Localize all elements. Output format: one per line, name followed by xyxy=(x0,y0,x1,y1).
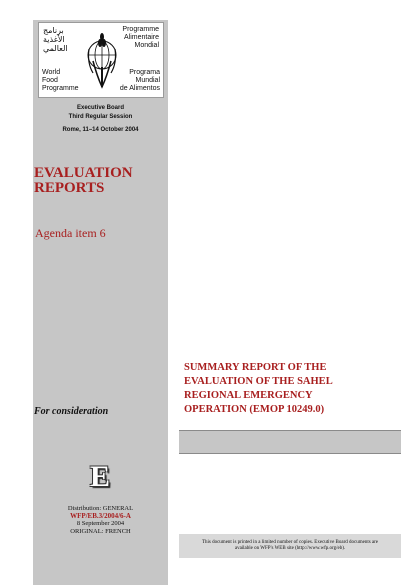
logo-english-line: Food xyxy=(42,77,58,84)
logo-spanish-text xyxy=(108,69,160,93)
logo-french-line: Programme xyxy=(122,26,159,33)
session-name: Third Regular Session xyxy=(68,114,133,120)
distribution-block xyxy=(33,505,168,535)
section-title xyxy=(34,166,168,196)
original-language: ORIGINAL: FRENCH xyxy=(70,527,131,535)
logo-spanish-line: Programa xyxy=(129,69,160,76)
report-title-line: OPERATION (EMOP 10249.0) xyxy=(184,404,325,415)
logo-french-line: Mondial xyxy=(134,42,159,49)
logo-english-line: World xyxy=(42,69,61,76)
logo-spanish-line: de Alimentos xyxy=(119,85,160,92)
report-title-line: REGIONAL EMERGENCY xyxy=(184,390,313,401)
language-letter: E xyxy=(89,460,110,493)
logo-arabic-line: العالمي xyxy=(43,44,68,53)
logo-english-line: Programme xyxy=(42,85,79,92)
document-code: WFP/EB.3/2004/6-A xyxy=(70,511,131,520)
printed-notice-line: available on WFP's WEB site (http://www.wfp.org/eb). xyxy=(234,546,346,551)
logo-english-text xyxy=(42,69,90,93)
distribution-line: Distribution: GENERAL xyxy=(67,505,134,512)
title-underline-bar xyxy=(179,430,401,454)
logo-arabic-line: الأغذية xyxy=(43,35,65,44)
logo-arabic-line: برنامج xyxy=(43,26,64,35)
section-title-line: REPORTS xyxy=(34,180,105,196)
wfp-logo xyxy=(38,22,164,98)
session-location-date: Rome, 11–14 October 2004 xyxy=(62,127,139,133)
report-title-line: EVALUATION OF THE SAHEL xyxy=(184,376,333,387)
board-name: Executive Board xyxy=(76,105,125,111)
report-title xyxy=(184,361,389,417)
document-date: 8 September 2004 xyxy=(76,520,125,527)
report-title-line: SUMMARY REPORT OF THE xyxy=(184,362,327,373)
printed-notice-line: This document is printed in a limited number of copies. Executive Board documents are xyxy=(201,540,379,545)
section-title-line: EVALUATION xyxy=(34,165,133,181)
printed-notice xyxy=(179,534,401,558)
agenda-item: Agenda item 6 xyxy=(35,226,106,240)
logo-arabic-text xyxy=(43,26,83,53)
logo-spanish-line: Mundial xyxy=(135,77,160,84)
logo-french-line: Alimentaire xyxy=(123,34,159,41)
for-consideration-label: For consideration xyxy=(34,406,109,417)
